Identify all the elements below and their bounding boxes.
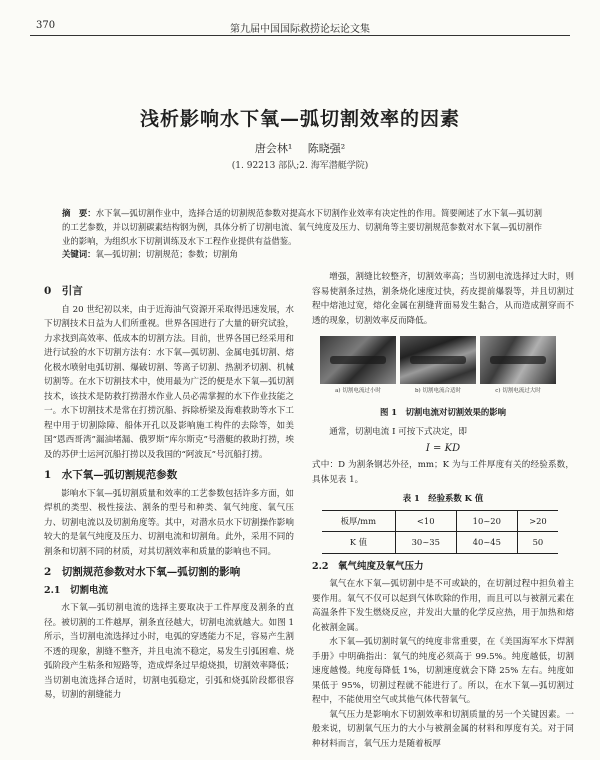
affiliation: (1. 92213 部队;2. 海军潜艇学院) bbox=[231, 161, 369, 171]
paragraph: 影响水下氧—弧切割质量和效率的工艺参数包括许多方面，如焊机的类型、极性接法、割条的型号和种类、氧气纯度、氧气压力、切割电流以及切割角度等。其中，对潜水员水下切割操作影响较大的是氧气纯度及压力、切割电流和切割角。此外，采用不同的割条和切割不同的材质，对其切割效率和质量的影响也不同。 bbox=[44, 488, 294, 557]
author-2: 陈晓强² bbox=[307, 142, 346, 155]
table-cell: 50 bbox=[517, 532, 558, 554]
abstract-text: 水下氧—弧切割作业中，选择合适的切割规范参数对提高水下切割作业效率有决定性的作用。简要阐述了水下氧—弧切割的工艺参数，并以切割碳素结构钢为例，具体分析了切割电流、氧气纯度及压力、切割角等主要切割规范参数对水下氧—弧切割作业的影响，为组织水下切割训练及水下工程作业提供有益借鉴。 bbox=[62, 208, 542, 246]
paragraph: 氧气在水下氧—弧切割中是不可或缺的，在切割过程中担负着主要作用。氧气不仅可以起到气体吹除的作用，而且可以与被割元素在高温条件下发生燃烧反应，并发出大量的化学反应热，用于加热和熔化被割金属。 bbox=[312, 579, 574, 633]
running-header bbox=[30, 18, 570, 36]
page-number: 370 bbox=[36, 20, 56, 31]
paragraph: 水下氧—弧切割时氧气的纯度非常重要，在《美国海军水下焊割手册》中明确指出：氧气的纯度必须高于 99.5%。纯度越低，切割速度越慢。纯度每降低 1%，切割速度就会下降 25% 左右。纯度如果低于 95%，切割过程就不能进行了。所以，在水下氧—弧切割过程中，不能使用空气或其他气体代替氧气。 bbox=[312, 637, 574, 705]
paragraph: 氧气压力是影响水下切割效率和切割质量的另一个关键因素。一般来说，切割氧气压力的大小与被割金属的材料和厚度有关。对于同种材料而言，氧气压力是随着板厚 bbox=[312, 709, 574, 749]
subcaption-a: a) 切割电流过小时 bbox=[335, 388, 381, 394]
subcaption-c: c) 切割电流过大时 bbox=[495, 388, 541, 394]
formula: I = KD bbox=[425, 442, 461, 454]
keywords-label: 关键词： bbox=[62, 249, 96, 259]
table-cell: 30~35 bbox=[395, 532, 456, 554]
right-column bbox=[312, 270, 574, 751]
left-column bbox=[44, 278, 294, 703]
figure-1-photos bbox=[320, 336, 574, 384]
table-cell: 10~20 bbox=[456, 510, 517, 532]
table-row bbox=[322, 510, 558, 532]
table-row bbox=[322, 532, 558, 554]
k-value-table bbox=[322, 510, 558, 554]
table-cell: 40~45 bbox=[456, 532, 517, 554]
keywords bbox=[62, 248, 542, 260]
section-heading: 1 水下氧—弧切割规范参数 bbox=[44, 469, 178, 481]
subsection-heading: 2.1 切割电流 bbox=[44, 584, 109, 596]
subcaption-b: b) 切割电流合适时 bbox=[415, 388, 461, 394]
author-1: 唐会林¹ bbox=[254, 142, 293, 155]
table-cell: <10 bbox=[395, 510, 456, 532]
paragraph: 式中：D 为割条钢芯外径，mm；K 为与工件厚度有关的经验系数，具体见表 1。 bbox=[312, 460, 574, 485]
photo-current-appropriate bbox=[400, 336, 476, 384]
table-cell: K 值 bbox=[322, 532, 395, 554]
section-heading: 2 切割规范参数对水下氧—弧切割的影响 bbox=[44, 566, 241, 578]
subsection-heading: 2.2 氧气纯度及氧气压力 bbox=[312, 560, 424, 572]
abstract bbox=[62, 206, 542, 248]
abstract-label: 摘 要： bbox=[62, 208, 96, 218]
figure-caption: 图 1 切割电流对切割效果的影响 bbox=[380, 406, 506, 417]
paragraph: 水下氧—弧切割电流的选择主要取决于工件厚度及割条的直径。被切割的工件越厚，割条直径越大，切割电流就越大。如图 1 所示，当切割电流选择过小时，电弧的穿透能力不足，容易产生割不透的现象，割缝不整齐，并且电流不稳定，易发生引弧困难、烧弧阶段产生粘条和短路等，造成焊条过早熄烧损，切割效率降低；当切割电流选择合适时，切割电弧稳定，引弧和烧弧阶段都很容易，切割的割缝能力 bbox=[44, 603, 294, 700]
author-list bbox=[0, 140, 600, 156]
table-caption: 表 1 经验系数 K 值 bbox=[402, 493, 484, 503]
table-cell: 板厚/mm bbox=[322, 510, 395, 532]
figure-subcaptions bbox=[320, 384, 574, 399]
photo-current-too-small bbox=[320, 336, 396, 384]
running-title: 第九届中国国际救捞论坛论文集 bbox=[230, 24, 370, 35]
paragraph: 增强，割缝比较整齐，切割效率高；当切割电流选择过大时，则容易使割条过热，割条烧化速度过快，药皮提前爆裂等，并且切割过程中熔池过宽，熔化金属在割缝背面易发生黏合，从而造成割穿而不透的现象，切割效率反而降低。 bbox=[312, 272, 574, 326]
table-cell: >20 bbox=[517, 510, 558, 532]
photo-current-too-large bbox=[480, 336, 556, 384]
paper-title: 浅析影响水下氧—弧切割效率的因素 bbox=[139, 108, 460, 130]
section-heading: 0 引言 bbox=[44, 285, 83, 297]
keywords-text: 氧—弧切割；切割规范；参数；切割角 bbox=[95, 249, 238, 259]
paragraph: 通常，切割电流 I 可按下式决定，即 bbox=[329, 427, 467, 437]
paragraph: 自 20 世纪初以来，由于近海油气资源开采取得迅速发展，水下切割技术日益为人们所重视。世界各国进行了大量的研究试验，力求找到高效率、低成本的切割方法。目前，世界各国已经采用和进行试验的水下切割方法有：水下氧—弧切割、金属电弧切割、熔化极水喷射电弧切割、爆破切割、等离子切割、热割矛切割、机械切割等。在水下切割技术中，使用最为广泛的便是水下氧—弧切割技术，该技术是防救打捞潜水作业人员必需掌握的水下作业技能之一。水下切割技术是常在打捞沉船、拆除桥梁及海难救助等水下工程中用于切割除障、船体开孔以及影响施工构件的去除等，如美国“恩西哥湾”漏油堵漏、俄罗斯“库尔斯克”号潜艇的救助打捞，埃及的苏伊士运河沉船打捞以及我国的“阿波瓦”号沉船打捞。 bbox=[44, 304, 294, 460]
